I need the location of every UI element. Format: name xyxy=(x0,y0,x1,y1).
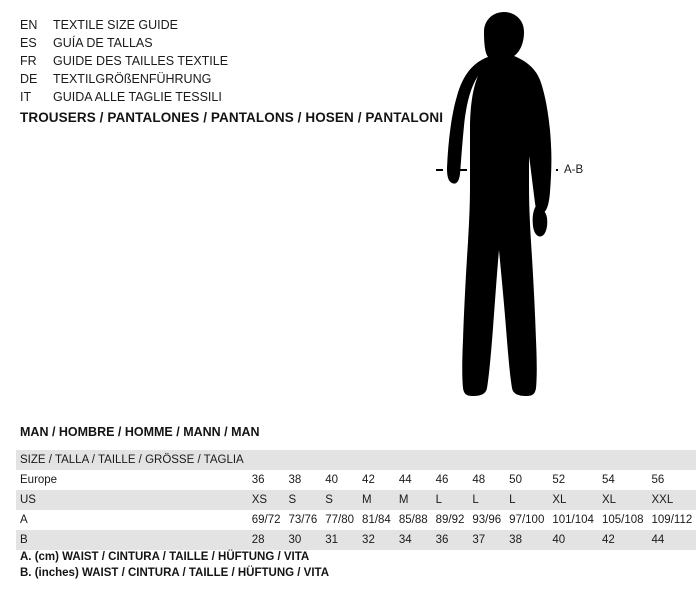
cell: XXL xyxy=(648,490,696,510)
cell xyxy=(548,450,598,470)
section-title: TROUSERS / PANTALONES / PANTALONS / HOSEN / PANTALONI xyxy=(20,110,444,125)
row-label: A xyxy=(16,510,248,530)
cell: 77/80 xyxy=(321,510,358,530)
table-row xyxy=(16,470,696,490)
cell: 40 xyxy=(321,470,358,490)
cell: XS xyxy=(248,490,285,510)
cell: 28 xyxy=(248,530,285,550)
cell: XL xyxy=(548,490,598,510)
cell xyxy=(505,450,548,470)
cell: 73/76 xyxy=(284,510,321,530)
language-label: GUÍA DE TALLAS xyxy=(53,36,153,50)
language-code: EN xyxy=(20,18,38,32)
cell xyxy=(284,450,321,470)
language-list xyxy=(20,16,340,106)
cell: 48 xyxy=(468,470,505,490)
table-row xyxy=(16,510,696,530)
cell: 105/108 xyxy=(598,510,648,530)
cell: 42 xyxy=(598,530,648,550)
cell: 36 xyxy=(248,470,285,490)
language-row xyxy=(20,16,340,34)
cell: 42 xyxy=(358,470,395,490)
footnote-a: A. (cm) WAIST / CINTURA / TAILLE / HÜFTUNG / VITA xyxy=(20,551,310,563)
cell xyxy=(432,450,469,470)
cell: M xyxy=(395,490,432,510)
cell: 85/88 xyxy=(395,510,432,530)
cell: 44 xyxy=(648,530,696,550)
cell xyxy=(248,450,285,470)
cell xyxy=(321,450,358,470)
cell: S xyxy=(321,490,358,510)
language-code: IT xyxy=(20,90,32,104)
cell: 97/100 xyxy=(505,510,548,530)
cell: 50 xyxy=(505,470,548,490)
man-silhouette-icon xyxy=(400,10,600,410)
table-row xyxy=(16,530,696,550)
measure-label-ab: A-B xyxy=(564,164,584,176)
size-table xyxy=(16,450,696,550)
table-row xyxy=(16,450,696,470)
cell: 44 xyxy=(395,470,432,490)
cell: 52 xyxy=(548,470,598,490)
language-code: FR xyxy=(20,54,37,68)
language-code: ES xyxy=(20,36,37,50)
language-row xyxy=(20,52,340,70)
language-code: DE xyxy=(20,72,38,86)
language-label: GUIDE DES TAILLES TEXTILE xyxy=(53,54,229,68)
footnotes xyxy=(20,549,329,581)
cell: 34 xyxy=(395,530,432,550)
cell: 89/92 xyxy=(432,510,469,530)
cell: 81/84 xyxy=(358,510,395,530)
cell: 31 xyxy=(321,530,358,550)
language-row xyxy=(20,34,340,52)
table-title: MAN / HOMBRE / HOMME / MANN / MAN xyxy=(20,425,260,439)
table-row xyxy=(16,490,696,510)
footnote-b: B. (inches) WAIST / CINTURA / TAILLE / HÜFTUNG / VITA xyxy=(20,567,330,579)
cell: 56 xyxy=(648,470,696,490)
cell: 46 xyxy=(432,470,469,490)
cell: XL xyxy=(598,490,648,510)
row-label: SIZE / TALLA / TAILLE / GRÖSSE / TAGLIA xyxy=(16,450,248,470)
cell: 36 xyxy=(432,530,469,550)
cell: M xyxy=(358,490,395,510)
cell: 40 xyxy=(548,530,598,550)
cell xyxy=(598,450,648,470)
row-label: B xyxy=(16,530,248,550)
cell: 54 xyxy=(598,470,648,490)
cell: 93/96 xyxy=(468,510,505,530)
language-row xyxy=(20,88,340,106)
row-label: US xyxy=(16,490,248,510)
cell: 38 xyxy=(505,530,548,550)
language-label: TEXTILGRÖßENFÜHRUNG xyxy=(53,72,212,86)
cell xyxy=(395,450,432,470)
cell: 109/112 xyxy=(648,510,696,530)
cell: 38 xyxy=(284,470,321,490)
cell: 32 xyxy=(358,530,395,550)
cell: L xyxy=(468,490,505,510)
cell: 37 xyxy=(468,530,505,550)
cell: 101/104 xyxy=(548,510,598,530)
cell: 30 xyxy=(284,530,321,550)
cell xyxy=(648,450,696,470)
cell: L xyxy=(505,490,548,510)
row-label: Europe xyxy=(16,470,248,490)
cell xyxy=(358,450,395,470)
cell: S xyxy=(284,490,321,510)
cell xyxy=(468,450,505,470)
language-label: TEXTILE SIZE GUIDE xyxy=(53,18,179,32)
figure-illustration xyxy=(400,10,600,410)
language-label: GUIDA ALLE TAGLIE TESSILI xyxy=(53,90,222,104)
cell: L xyxy=(432,490,469,510)
cell: 69/72 xyxy=(248,510,285,530)
language-row xyxy=(20,70,340,88)
